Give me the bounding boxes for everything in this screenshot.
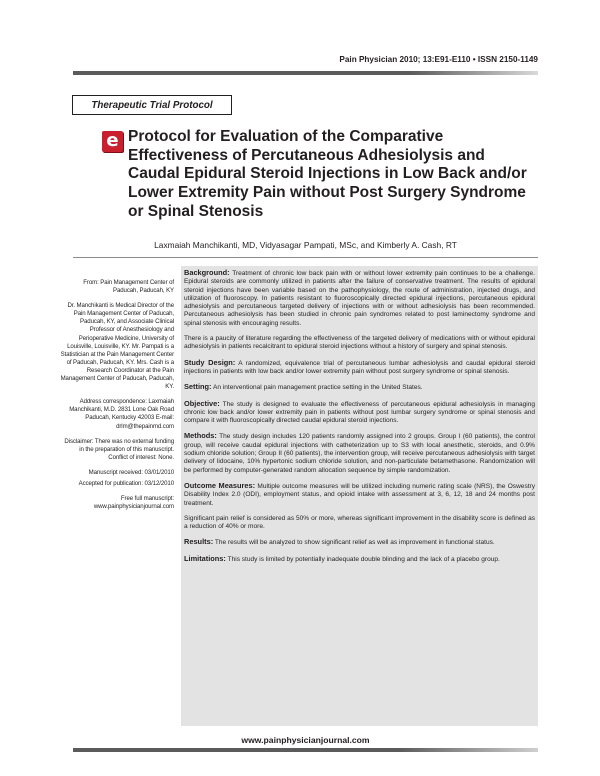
affiliation-from: From: Pain Management Center of Paducah, Paducah, KY [83,279,174,295]
author-rule [73,257,538,258]
author-list: Laxmaiah Manchikanti, MD, Vidyasagar Pampati, MSc, and Kimberly A. Cash, RT [154,240,457,250]
abstract-limitations: Limitations: This study is limited by potentially inadequate double blinding and the lack of a placebo group. [184,553,500,563]
correspondence-address: Address correspondence: Laxmaiah Manchikanti, M.D. 2831 Lone Oak Road Paducah, Kentucky 42003 E-mail: drlm@thepainmd.com [69,398,174,430]
journal-reference: Pain Physician 2010; 13:E91-E110 • ISSN 2150-1149 [339,55,538,64]
manuscript-received: Manuscript received: 03/01/2010 [88,468,174,476]
header-rule-gradient [410,71,538,75]
abstract-results: Results: The results will be analyzed to show significant relief as well as improvement in functional status. [184,537,495,547]
author-info-sidebar [60,279,174,518]
abstract-outcome-measures: Outcome Measures: Multiple outcome measures will be utilized including numeric rating scale (NRS), the Oswestry Disability Index 2.0 (ODI), employment status, and opioid intake with assessment at 3, 6, 12, 18 and 24 months post treatment. [184,480,535,507]
abstract-methods: Methods: The study design includes 120 patients randomly assigned into 2 groups. Group I (60 patients), the control group, will receive caudal epidural injections with catheterization up to S3 with local anesthetic, steroids, and 0.9% sodium chloride solution; Group II (60 patients), the intervention group, will receive percutaneous adhesiolysis with target delivery of lidocaine, 10% hypertonic sodium chloride solution, and non-particulate betamethasone. Randomization will be performed by computer-generated random allocation sequence by simple randomization. [184,431,535,474]
abstract-pain-relief: Significant pain relief is considered as 50% or more, whereas significant improvement in the disability score is defined as a reduction of 40% or more. [184,514,535,531]
abstract-objective: Objective: The study is designed to evaluate the effectiveness of percutaneous epidural adhesiolysis in managing chronic low back and/or lower extremity pain in patients without post lumbar surgery syndrome or spinal stenosis and compare it with fluoroscopically directed caudal epidural steroid injections. [184,398,535,425]
footer-rule [73,748,538,752]
manuscript-accepted: Accepted for publication: 03/12/2010 [78,479,174,487]
abstract-background: Background: Treatment of chronic low back pain with or without lower extremity pain continues to be a challenge. Epidural steroids are commonly utilized in patients after the failure of conservative treatment. The results of epidural steroid injections have been variable based on the pathophysiology, the route of administration, injected drugs, and utilization of fluoroscopy. In patients resistant to fluoroscopically directed epidural injections, percutaneous epidural adhesiolysis and percutaneous targeted delivery of injections with or without adhesiolysis has been recommended. Percutaneous adhesiolysis has been studied in chronic pain syndromes related to post laminectomy syndrome and spinal stenosis with encouraging results. [184,268,535,327]
abstract-paucity: There is a paucity of literature regarding the effectiveness of the targeted delivery of medications with or without epidural adhesiolysis in patients recalcitrant to epidural steroid injections without a history of surgery and spinal stenosis. [184,335,535,351]
abstract-setting: Setting: An interventional pain management practice setting in the United States. [184,382,423,392]
abstract-study-design: Study Design: A randomized, equivalence trial of percutaneous lumbar adhesiolysis and caudal epidural steroid injections in patients with low back and/or lower extremity pain without post surgery syndrome or spinal stenosis. [184,357,535,375]
footer-website-link[interactable]: www.painphysicianjournal.com [241,735,370,745]
free-manuscript-link[interactable]: Free full manuscript: www.painphysicianjournal.com [93,495,174,511]
article-type-label: Therapeutic Trial Protocol [72,95,232,115]
author-affiliations: Dr. Manchikanti is Medical Director of the Pain Management Center of Paducah, Paducah, KY, and Associate Clinical Professor of Anesthesiology and Perioperative Medicine, University of Louisville, Louisville, KY. Mr. Pampati is a Statistician at the Pain Management Center of Paducah, Paducah, KY. Mrs. Cash is a Research Coordinator at the Pain Management Center of Paducah, Paducah, KY. [60,302,174,391]
disclaimer: Disclaimer: There was no external funding in the preparation of this manuscript. Conflict of interest: None. [64,437,174,461]
abstract-box [181,266,538,726]
e-publication-icon: e [102,131,123,152]
article-title: Protocol for Evaluation of the Comparative Effectiveness of Percutaneous Adhesiolysis and Caudal Epidural Steroid Injections in Low Back and/or Lower Extremity Pain without Post Surgery Syndrome or Spinal Stenosis [128,128,527,220]
